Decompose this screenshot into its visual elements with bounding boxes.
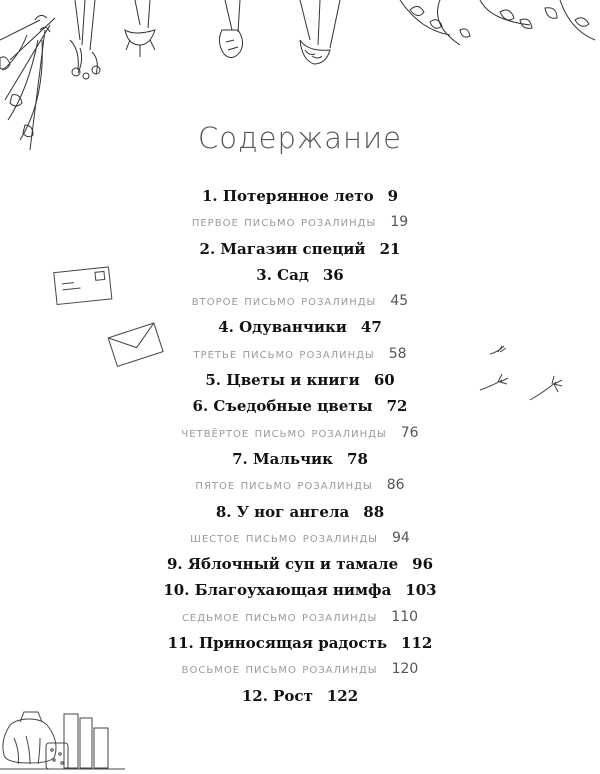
toc-entry-page: 122 bbox=[326, 686, 359, 705]
toc-letter-entry bbox=[0, 341, 600, 367]
toc-letter-entry bbox=[0, 525, 600, 551]
toc-letter-entry bbox=[0, 420, 600, 446]
toc-entry-title: первое письмо розалинды bbox=[191, 214, 377, 231]
toc-entry-page: 19 bbox=[390, 214, 409, 231]
toc-entry-title: 9. Яблочный суп и тамале bbox=[166, 555, 399, 574]
toc-entry-page: 47 bbox=[360, 318, 382, 337]
toc-entry-title: шестое письмо розалинды bbox=[190, 529, 378, 546]
toc-entry-title: 1. Потерянное лето bbox=[201, 187, 374, 205]
toc-chapter-entry bbox=[0, 367, 600, 393]
toc-letter-entry bbox=[0, 604, 600, 630]
toc-entry-page: 112 bbox=[401, 634, 433, 653]
page-title: Содержание bbox=[198, 121, 402, 155]
toc-chapter-entry bbox=[0, 630, 600, 656]
toc-entry-page: 120 bbox=[391, 661, 419, 678]
toc-entry-title: 2. Магазин специй bbox=[199, 239, 366, 258]
toc-chapter-entry bbox=[0, 393, 600, 419]
toc-entry-page: 94 bbox=[392, 529, 410, 546]
toc-chapter-entry bbox=[0, 499, 600, 525]
toc-chapter-entry bbox=[0, 236, 600, 262]
toc-entry-page: 76 bbox=[400, 424, 419, 441]
toc-entry-page: 45 bbox=[390, 293, 409, 310]
table-of-contents bbox=[0, 183, 600, 709]
toc-entry-page: 86 bbox=[386, 477, 405, 494]
toc-entry-title: восьмое письмо розалинды bbox=[181, 661, 378, 678]
toc-entry-page: 36 bbox=[322, 265, 344, 284]
toc-letter-entry bbox=[0, 288, 600, 314]
toc-entry-title: 7. Мальчик bbox=[232, 449, 334, 468]
toc-entry-title: третье письмо розалинды bbox=[193, 345, 375, 362]
toc-entry-title: 3. Сад bbox=[256, 265, 309, 284]
toc-letter-entry bbox=[0, 209, 600, 235]
toc-entry-title: пятое письмо розалинды bbox=[195, 477, 373, 494]
toc-chapter-entry bbox=[0, 262, 600, 288]
toc-entry-title: четвёртое письмо розалинды bbox=[181, 424, 387, 441]
toc-entry-title: 4. Одуванчики bbox=[218, 318, 347, 337]
toc-chapter-entry bbox=[0, 551, 600, 577]
toc-letter-entry bbox=[0, 472, 600, 498]
toc-entry-title: 11. Приносящая радость bbox=[167, 634, 388, 653]
toc-entry-page: 60 bbox=[373, 371, 395, 390]
toc-entry-title: 5. Цветы и книги bbox=[205, 371, 360, 390]
toc-chapter-entry bbox=[0, 577, 600, 603]
toc-chapter-entry bbox=[0, 446, 600, 472]
toc-entry-page: 72 bbox=[386, 397, 408, 416]
toc-entry-title: 8. У ног ангела bbox=[215, 502, 350, 521]
toc-entry-title: второе письмо розалинды bbox=[191, 293, 377, 310]
toc-entry-page: 58 bbox=[388, 345, 407, 362]
toc-entry-title: 12. Рост bbox=[241, 686, 313, 705]
toc-entry-title: 10. Благоухающая нимфа bbox=[163, 581, 392, 600]
toc-entry-page: 88 bbox=[363, 502, 385, 521]
toc-chapter-entry bbox=[0, 183, 600, 209]
toc-entry-page: 9 bbox=[387, 187, 399, 205]
toc-letter-entry bbox=[0, 656, 600, 682]
toc-entry-page: 103 bbox=[405, 581, 437, 600]
toc-entry-title: 6. Съедобные цветы bbox=[192, 397, 373, 416]
toc-entry-page: 110 bbox=[391, 608, 419, 625]
toc-entry-title: седьмое письмо розалинды bbox=[181, 608, 378, 625]
toc-chapter-entry bbox=[0, 314, 600, 340]
toc-entry-page: 21 bbox=[379, 239, 401, 258]
toc-entry-page: 78 bbox=[347, 449, 368, 468]
toc-entry-page: 96 bbox=[412, 555, 434, 574]
toc-chapter-entry bbox=[0, 683, 600, 709]
